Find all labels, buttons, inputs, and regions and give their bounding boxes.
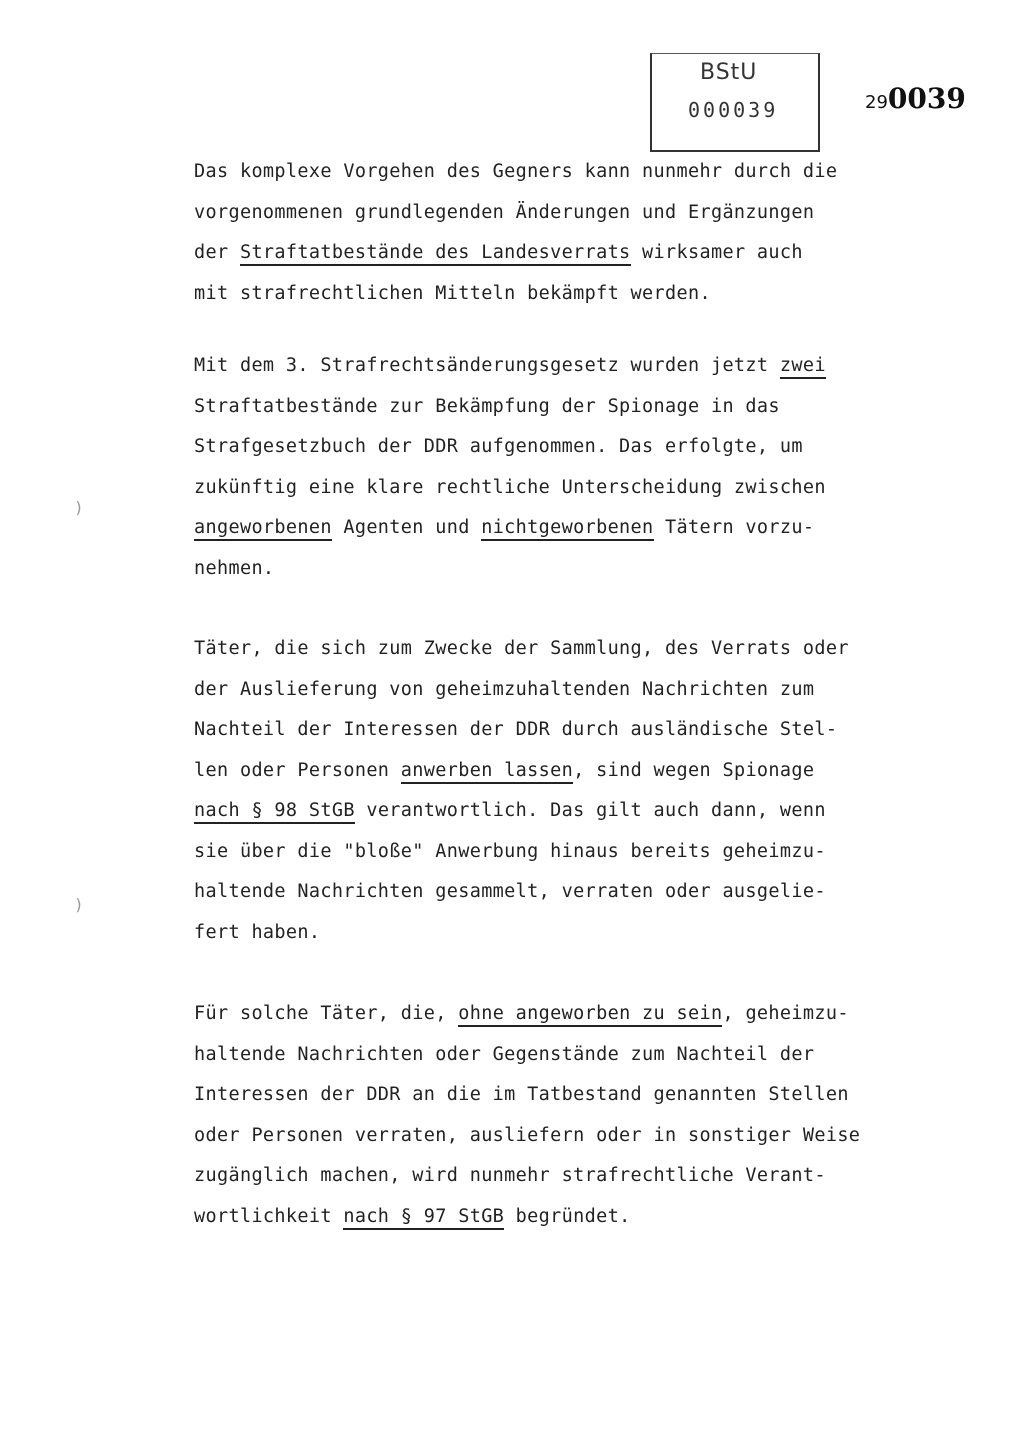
text-line: Das komplexe Vorgehen des Gegners kann nunmehr durch die: [194, 161, 838, 182]
paragraph-1: [194, 152, 924, 314]
underlined-text: nichtgeworbenen: [481, 517, 653, 541]
text-line: Täter, die sich zum Zwecke der Sammlung, des Verrats oder: [194, 638, 849, 659]
text-line: Straftatbestände zur Bekämpfung der Spionage in das: [194, 395, 780, 417]
text-segment: wortlichkeit: [194, 1205, 344, 1227]
text-line: Nachteil der Interessen der DDR durch ausländische Stel-: [194, 719, 838, 740]
text-line: haltende Nachrichten oder Gegenstände zum Nachteil der: [194, 1043, 815, 1065]
text-segment: wirksamer auch: [630, 242, 803, 263]
page-number-main: 0039: [887, 82, 966, 115]
text-segment: begründet.: [504, 1205, 631, 1227]
text-line: [194, 233, 924, 274]
text-line: [194, 994, 924, 1035]
text-line: nehmen.: [194, 557, 275, 579]
text-segment: , geheimzu-: [722, 1003, 849, 1024]
paragraph-4: [194, 994, 924, 1237]
margin-mark: ): [74, 895, 84, 914]
text-line: der Auslieferung von geheimzuhaltenden Nachrichten zum: [194, 678, 815, 700]
stamp-agency: BStU: [700, 60, 758, 85]
text-line: [194, 751, 924, 792]
text-segment: Agenten und: [331, 517, 482, 538]
text-line: mit strafrechtlichen Mitteln bekämpft werden.: [194, 282, 711, 304]
text-line: haltende Nachrichten gesammelt, verraten oder ausgelie-: [194, 881, 826, 902]
text-segment: len oder Personen: [194, 759, 401, 781]
paragraph-3: [194, 629, 924, 953]
underlined-text: nach § 97 StGB: [343, 1206, 504, 1230]
text-line: Interessen der DDR an die im Tatbestand genannten Stellen: [194, 1084, 849, 1105]
archive-stamp: [650, 53, 820, 152]
underlined-text: angeworbenen: [194, 517, 332, 541]
text-line: zugänglich machen, wird nunmehr strafrechtliche Verant-: [194, 1165, 826, 1186]
text-line: [194, 1197, 924, 1238]
stamp-number: 000039: [688, 98, 779, 122]
underlined-text: anwerben lassen: [401, 760, 573, 784]
text-line: oder Personen verraten, ausliefern oder in sonstiger Weise: [194, 1124, 861, 1146]
text-line: [194, 791, 924, 832]
text-line: zukünftig eine klare rechtliche Unterscheidung zwischen: [194, 476, 826, 498]
text-segment: , sind wegen Spionage: [573, 759, 815, 781]
underlined-text: zwei: [780, 355, 826, 379]
underlined-text: nach § 98 StGB: [194, 800, 355, 824]
text-line: sie über die "bloße" Anwerbung hinaus bereits geheimzu-: [194, 840, 826, 862]
paragraph-2: [194, 346, 924, 589]
text-segment: Mit dem 3. Strafrechtsänderungsgesetz wurden jetzt: [194, 355, 780, 376]
page-number: [865, 82, 966, 115]
underlined-text: ohne angeworben zu sein: [458, 1003, 722, 1027]
text-line: Strafgesetzbuch der DDR aufgenommen. Das erfolgte, um: [194, 436, 803, 457]
underlined-text: Straftatbestände des Landesverrats: [240, 242, 631, 266]
text-segment: Für solche Täter, die,: [194, 1003, 459, 1024]
text-line: [194, 346, 924, 387]
margin-mark: ): [74, 498, 84, 517]
page-number-prefix: 29: [865, 92, 888, 113]
text-line: vorgenommenen grundlegenden Änderungen und Ergänzungen: [194, 201, 815, 223]
text-segment: der: [194, 242, 240, 263]
text-line: [194, 508, 924, 549]
text-line: fert haben.: [194, 921, 321, 943]
text-segment: Tätern vorzu-: [653, 517, 815, 538]
text-segment: verantwortlich. Das gilt auch dann, wenn: [354, 800, 826, 821]
